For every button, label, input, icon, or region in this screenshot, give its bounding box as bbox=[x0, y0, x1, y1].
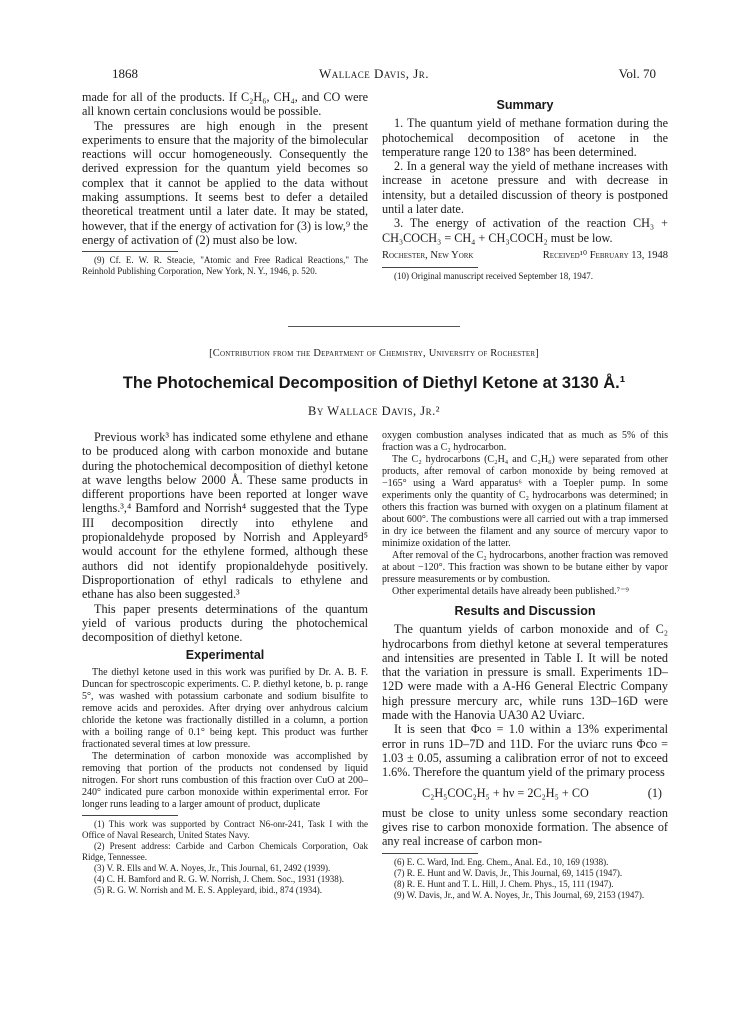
article-title: The Photochemical Decomposition of Diethyl Ketone at 3130 Å.¹ bbox=[122, 374, 626, 392]
paragraph: made for all of the products. If C₂H₆, CH₄, and CO were all known certain conclusions would be possible. bbox=[82, 90, 368, 119]
footnote: (9) Cf. E. W. R. Steacie, "Atomic and Free Radical Reactions," The Reinhold Publishing Corporation, New York, N. Y., 1946, p. 520. bbox=[82, 255, 368, 277]
paragraph: This paper presents determinations of the quantum yield of various products during the photochemical decomposition of diethyl ketone. bbox=[82, 601, 368, 645]
paragraph: The determination of carbon monoxide was accomplished by removing that portion of the products not condensed by liquid nitrogen. For short runs combustion of this fraction over CuO at 200–240° indicated pure carbon monoxide within experimental error. For longer runs leading to a larger amount of product, duplicate bbox=[82, 750, 368, 810]
location: Rochester, New York bbox=[382, 249, 474, 261]
experimental-continued bbox=[382, 430, 668, 598]
paragraph: The pressures are high enough in the present experiments to ensure that the majority of the bimolecular reactions will occur homogeneously. Consequently the derived expression for the quantum yield becomes so complex that it cannot be applied to the data without making assumptions. It seems best to defer a detailed theoretical treatment until a later date. It may be stated, however, that if the energy of activation for (3) is low,⁹ the energy of activation of (2) must also be low. bbox=[82, 118, 369, 247]
prev-article-left-column bbox=[82, 90, 368, 277]
footnote: (3) V. R. Ells and W. A. Noyes, Jr., This Journal, 61, 2492 (1939). bbox=[94, 862, 331, 873]
equation-1 bbox=[382, 780, 668, 806]
paragraph: must be close to unity unless some secondary reaction gives rise to carbon monoxide formation. The absence of any real increase of carbon mon- bbox=[382, 805, 668, 849]
prev-article-summary bbox=[382, 96, 668, 282]
paragraph: After removal of the C₂ hydrocarbons, another fraction was removed at about −120°. This fraction was shown to be butane either by vapor pressure measurements or by combustion. bbox=[382, 550, 668, 585]
article-left-column bbox=[82, 430, 368, 896]
footnote: (1) This work was supported by Contract N6-onr-241, Task I with the Office of Naval Research, United States Navy. bbox=[82, 818, 368, 840]
summary-heading: Summary bbox=[496, 98, 554, 112]
paragraph: Other experimental details have already been published.⁷⁻⁹ bbox=[392, 586, 629, 597]
footnote: (5) R. G. W. Norrish and M. E. S. Appleyard, ibid., 874 (1934). bbox=[94, 884, 322, 895]
byline: By Wallace Davis, Jr.² bbox=[307, 404, 440, 418]
experimental-body bbox=[82, 667, 368, 811]
paragraph: The C₂ hydrocarbons (C₂H₄ and C₂H₆) were separated from other products, after removal of carbon monoxide by being removed at −165° using a Ward apparatus⁶ with a Toepler pump. In some experiments only the quantity of C₂ hydrocarbons was determined; in others this fraction was burned with oxygen on a platinum filament at about 600°. The combustions were all carried out with a trap immersed in dry ice between the filament and any source of mercury vapor to minimize oxidation of the latter. bbox=[382, 454, 668, 549]
page-number: 1868 bbox=[112, 66, 138, 81]
paragraph: It is seen that Φco = 1.0 within a 13% experimental error in runs 1D–7D and 11D. For the uviarc runs Φco = 1.03 ± 0.05, assuming a calibration error of not to exceed 1.6%. Therefore the quantum yield of the primary process bbox=[382, 722, 668, 780]
article-separator bbox=[288, 326, 460, 327]
paragraph: Previous work³ has indicated some ethylene and ethane to be produced along with carbon monoxide and butane during the photochemical decomposition of diethyl ketone at wave lengths below 2000 Å. These same products in different proportions have been reported at longer wave lengths.³,⁴ Bamford and Norrish⁴ suggested that the Type III decomposition directly into ethylene and propionaldehyde proposed by Norrish and Appleyard⁵ would account for the ethylene formed, although these authors did not identify propionaldehyde positively. Disproportionation of ethyl radicals to ethylene and ethane has also been suggested.³ bbox=[82, 430, 368, 602]
footnote: (2) Present address: Carbide and Carbon Chemicals Corporation, Oak Ridge, Tennessee. bbox=[82, 840, 368, 862]
results-heading: Results and Discussion bbox=[454, 604, 596, 618]
footnote: (10) Original manuscript received September 18, 1947. bbox=[394, 271, 593, 282]
volume-label: Vol. 70 bbox=[618, 66, 656, 81]
received-line bbox=[382, 249, 668, 263]
experimental-heading: Experimental bbox=[185, 648, 265, 663]
article-right-column bbox=[382, 430, 668, 901]
footnote-rule bbox=[82, 251, 178, 252]
paragraph: The diethyl ketone used in this work was purified by Dr. A. B. F. Duncan for spectroscopic experiments. C. P. diethyl ketone, b. p. range 5°, was washed with potassium carbonate and sodium bisulfite to remove acids and peroxides. After drying over anhydrous calcium chloride the ketone was fractionally distilled in a column, a portion with a boiling range of 0.1° being kept. This product was further fractionated several times at low pressure. bbox=[82, 666, 368, 750]
footnote: (7) R. E. Hunt and W. Davis, Jr., This Journal, 69, 1415 (1947). bbox=[394, 867, 623, 878]
footnote: (9) W. Davis, Jr., and W. A. Noyes, Jr., This Journal, 69, 2153 (1947). bbox=[394, 889, 645, 900]
received-date: Received¹⁰ February 13, 1948 bbox=[542, 249, 668, 261]
footnote: (8) R. E. Hunt and T. L. Hill, J. Chem. Phys., 15, 111 (1947). bbox=[394, 878, 614, 889]
paragraph: The quantum yields of carbon monoxide and of C₂ hydrocarbons from diethyl ketone at several temperatures and intensities are presented in Table I. It will be noted that the variation in pressure is small. Experiments 1D–12D were made with a A-H6 General Electric Company high pressure mercury arc, while runs 13D–16D were made with the Hanovia UA30 A2 Uviarc. bbox=[382, 622, 668, 723]
footnote-rule bbox=[382, 267, 478, 268]
footnote-rule bbox=[382, 853, 478, 854]
footnote: (6) E. C. Ward, Ind. Eng. Chem., Anal. Ed., 10, 169 (1938). bbox=[394, 856, 609, 867]
paragraph: 2. In a general way the yield of methane increases with increase in acetone pressure and with decrease in intensity, but a detailed discussion of theory is postponed until a later date. bbox=[382, 159, 668, 217]
equation-number: (1) bbox=[647, 785, 662, 800]
contribution-line: [Contribution from the Department of Chemistry, University of Rochester] bbox=[209, 348, 539, 359]
paragraph: oxygen combustion analyses indicated that as much as 5% of this fraction was a C₂ hydrocarbon. bbox=[382, 430, 668, 453]
footnote-rule bbox=[82, 815, 178, 816]
equation-text: C₂H₅COC₂H₅ + hν = 2C₂H₅ + CO bbox=[422, 785, 589, 800]
paragraph: 1. The quantum yield of methane formation during the photochemical decomposition of acetone in the temperature range 120 to 138° has been determined. bbox=[382, 116, 668, 159]
footnote: (4) C. H. Bamford and R. G. W. Norrish, J. Chem. Soc., 1931 (1938). bbox=[94, 873, 344, 884]
paragraph: 3. The energy of activation of the reaction CH₃ + CH₃COCH₃ = CH₄ + CH₃COCH₂ must be low. bbox=[382, 216, 668, 245]
running-author: Wallace Davis, Jr. bbox=[318, 66, 430, 81]
